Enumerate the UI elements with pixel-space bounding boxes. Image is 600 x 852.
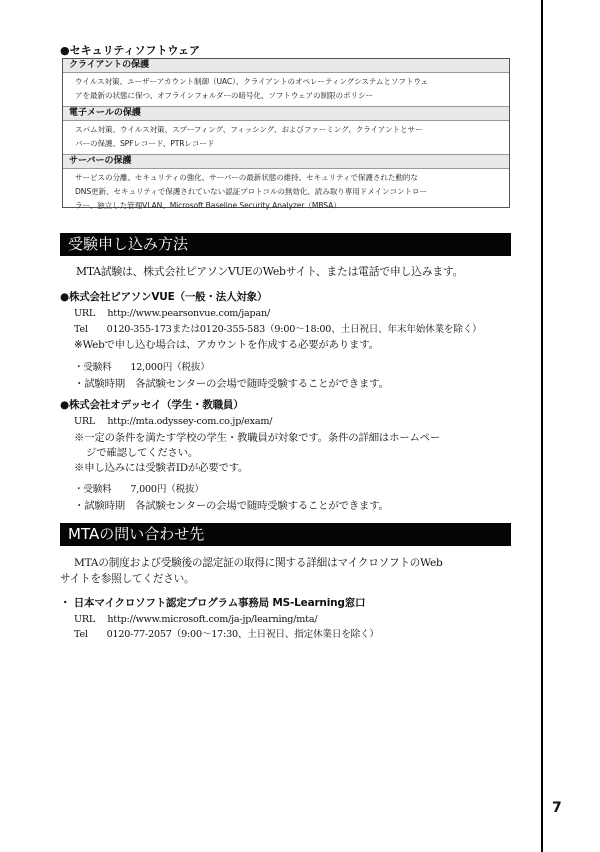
page-number: 7 bbox=[552, 800, 562, 816]
pearson-heading: ●株式会社ピアソンVUE（一般・法人対象） bbox=[60, 291, 268, 303]
client-line-1: ウイルス対策、ユーザーアカウント制御（UAC）、クライアントのオペレーティングシステムとソフトウェ bbox=[75, 77, 429, 86]
odyssey-url: URL http://mta.odyssey-com.co.jp/exam/ bbox=[74, 416, 273, 427]
pearson-fee: ・受験料 12,000円（税抜） bbox=[74, 362, 210, 373]
odyssey-note-1b: ジで確認してください。 bbox=[86, 447, 199, 459]
email-protection-title: 電子メールの保護 bbox=[63, 106, 509, 121]
odyssey-schedule: ・試験時期 各試験センターの会場で随時受験することができます。 bbox=[74, 500, 389, 512]
odyssey-note-1a: ※一定の条件を満たす学校の学生・教職員が対象です。条件の詳細はホームペー bbox=[74, 432, 441, 444]
security-software-heading: ●セキュリティソフトウェア bbox=[60, 44, 201, 57]
email-protection-body bbox=[63, 121, 509, 154]
contact-heading: ・ 日本マイクロソフト認定プログラム事務局 MS-Learning窓口 bbox=[60, 597, 366, 609]
server-line-3: ラー、独立した管理VLAN、Microsoft Baseline Security Analyzer（MBSA） bbox=[75, 201, 341, 210]
server-protection-body bbox=[63, 169, 509, 216]
contact-section-title: MTAの問い合わせ先 bbox=[60, 523, 511, 546]
pearson-note: ※Webで申し込む場合は、アカウントを作成する必要があります。 bbox=[74, 339, 379, 351]
odyssey-heading: ●株式会社オデッセイ（学生・教職員） bbox=[60, 399, 244, 411]
server-line-2: DNS更新、セキュリティで保護されていない認証プロトコルの無効化、読み取り専用ドメインコントロー bbox=[75, 187, 427, 196]
server-protection-title: サーバーの保護 bbox=[63, 154, 509, 169]
server-line-1: サービスの分離、セキュリティの強化、サーバーの最新状態の維持、セキュリティで保護された動的な bbox=[75, 173, 418, 182]
client-protection-title: クライアントの保護 bbox=[63, 59, 509, 73]
apply-section-title: 受験申し込み方法 bbox=[60, 233, 511, 256]
security-table bbox=[62, 58, 510, 208]
pearson-url: URL http://www.pearsonvue.com/japan/ bbox=[74, 308, 270, 319]
client-protection-body bbox=[63, 73, 509, 106]
contact-url: URL http://www.microsoft.com/ja-jp/learning/mta/ bbox=[74, 614, 318, 625]
contact-tel: Tel 0120-77-2057（9:00～17:30、土日祝日、指定休業日を除く） bbox=[74, 629, 379, 640]
email-line-2: バーの保護、SPFレコード、PTRレコード bbox=[75, 139, 215, 148]
pearson-tel: Tel 0120-355-173または0120-355-583（9:00～18:00、土日祝日、年末年始休業を除く） bbox=[74, 324, 482, 335]
odyssey-note-2: ※申し込みには受験者IDが必要です。 bbox=[74, 462, 249, 474]
pearson-schedule: ・試験時期 各試験センターの会場で随時受験することができます。 bbox=[74, 378, 389, 390]
contact-intro-1: MTAの制度および受験後の認定証の取得に関する詳細はマイクロソフトのWeb bbox=[74, 557, 443, 569]
page-edge-rule bbox=[541, 0, 543, 852]
email-line-1: スパム対策、ウイルス対策、スプーフィング、フィッシング、およびファーミング、クライアントとサー bbox=[75, 125, 423, 134]
apply-intro: MTA試験は、株式会社ピアソンVUEのWebサイト、または電話で申し込みます。 bbox=[76, 265, 464, 278]
contact-intro-2: サイトを参照してください。 bbox=[60, 573, 195, 585]
client-line-2: アを最新の状態に保つ、オフラインフォルダーの暗号化、ソフトウェアの制限のポリシー bbox=[75, 91, 373, 100]
odyssey-fee: ・受験料 7,000円（税抜） bbox=[74, 484, 204, 495]
